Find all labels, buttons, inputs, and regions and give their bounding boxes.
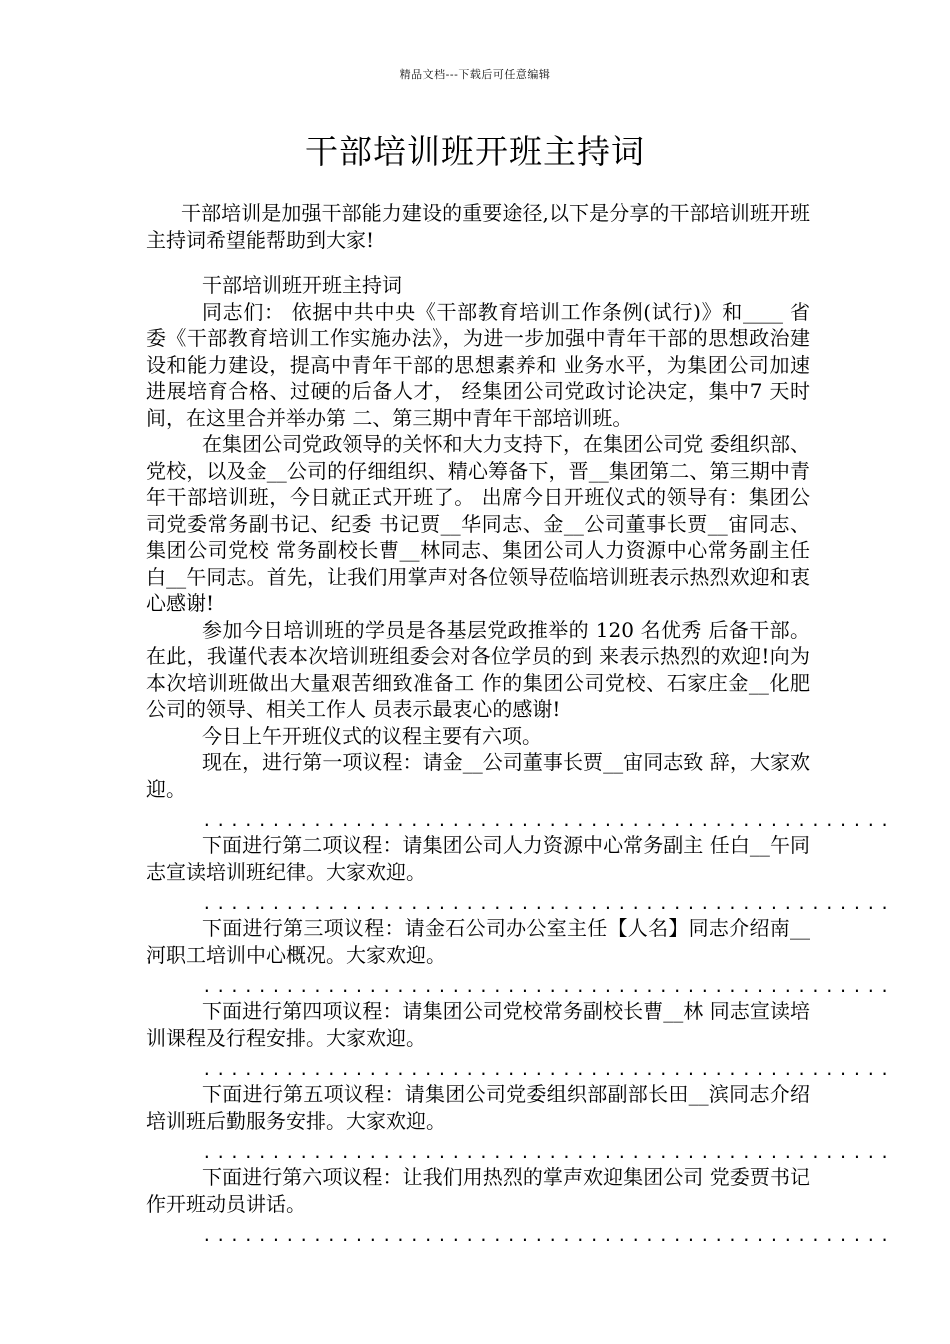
paragraph-agenda-item-1: 现在，进行第一项议程：请金__公司董事长贾__宙同志致 辞，大家欢迎。	[146, 750, 810, 801]
dotted-separator: ..................................................	[202, 977, 894, 996]
paragraph-agenda-item-4: 下面进行第四项议程：请集团公司党校常务副校长曹__林 同志宣读培训课程及行程安排。大家欢迎。	[146, 999, 810, 1050]
paragraph-agenda-item-6: 下面进行第六项议程：让我们用热烈的掌声欢迎集团公司 党委贾书记作开班动员讲话。	[146, 1165, 810, 1216]
main-body	[146, 272, 894, 1247]
paragraph-agenda-item-5: 下面进行第五项议程：请集团公司党委组织部副部长田__滨同志介绍培训班后勤服务安排。大家欢迎。	[146, 1082, 810, 1133]
intro-block	[146, 200, 810, 253]
paragraph-agenda-intro: 今日上午开班仪式的议程主要有六项。	[202, 723, 542, 748]
document-title: 干部培训班开班主持词	[305, 132, 645, 171]
paragraph-trainees: 参加今日培训班的学员是各基层党政推举的 120 名优秀 后备干部。在此，我谨代表本次培训班组委会对各位学员的到 来表示热烈的欢迎!向为本次培训班做出大量艰苦细致准备工 作的集团公司党校、石家庄金__化肥公司的领导、相关工作人 员表示最衷心的感谢!	[146, 617, 810, 721]
intro-paragraph: 干部培训是加强干部能力建设的重要途径,以下是分享的干部培训班开班主持词希望能帮助到大家!	[146, 201, 810, 252]
paragraph-agenda-item-2: 下面进行第二项议程：请集团公司人力资源中心常务副主 任白__午同志宣读培训班纪律。大家欢迎。	[146, 833, 810, 884]
paragraph-agenda-item-3: 下面进行第三项议程：请金石公司办公室主任【人名】同志介绍南__河职工培训中心概况。大家欢迎。	[146, 916, 810, 967]
paragraph-opening: 同志们： 依据中共中央《干部教育培训工作条例(试行)》和____ 省委《干部教育培训工作实施办法》，为进一步加强中青年干部的思想政治建设和能力建设，提高中青年干部的思想素养和 业务水平，为集团公司加速进展培育合格、过硬的后备人才， 经集团公司党政讨论决定，集中7 天时间，在这里合并举办第 二、第三期中青年干部培训班。	[146, 299, 810, 430]
header-note: 精品文档---下载后可任意编辑	[399, 68, 551, 81]
dotted-separator: ..................................................	[202, 1226, 894, 1245]
dotted-separator: ..................................................	[202, 1143, 894, 1162]
paragraph-leaders: 在集团公司党政领导的关怀和大力支持下，在集团公司党 委组织部、党校，以及金__公司的仔细组织、精心筹备下，晋__集团第二、第三期中青年干部培训班，今日就正式开班了。 出席今日开班仪式的领导有：集团公司党委常务副书记、纪委 书记贾__华同志、金__公司董事长贾__宙同志、集团公司党校 常务副校长曹__林同志、集团公司人力资源中心常务副主任白__午同志。首先，让我们用掌声对各位领导莅临培训班表示热烈欢迎和衷心感谢!	[146, 432, 810, 615]
dotted-separator: ..................................................	[202, 894, 894, 913]
dotted-separator: ..................................................	[202, 811, 894, 830]
speech-subtitle: 干部培训班开班主持词	[202, 273, 402, 297]
dotted-separator: ..................................................	[202, 1060, 894, 1079]
